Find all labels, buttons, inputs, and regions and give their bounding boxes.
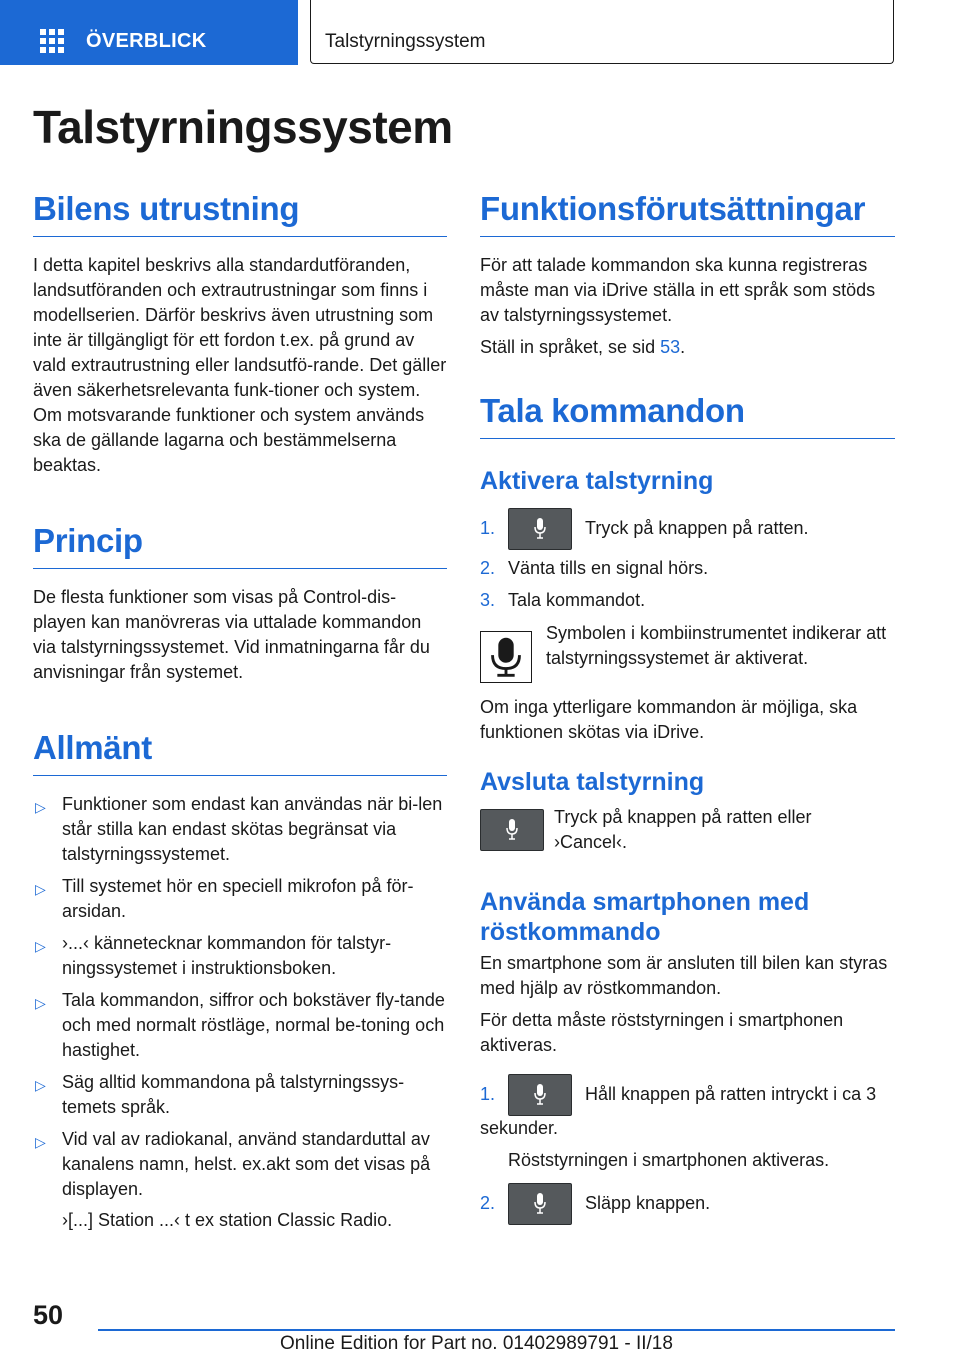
list-item: ▷ Säg alltid kommandona på talstyrningssys‐temets språk. [35,1072,405,1117]
section-title-bilens-utrustning: Bilens utrustning [33,190,447,237]
list-item: ▷ Tala kommandon, siffror och bokstäver fly‐tande och med normalt röstläge, normal be‐toning och hastighet. [35,990,445,1060]
triangle-bullet-icon: ▷ [35,1077,46,1093]
step-text: Håll knappen på ratten intryckt i ca 3 sekunder. [480,1083,877,1138]
page-link[interactable]: 53 [660,337,681,357]
step-text: Tryck på knappen på ratten. [585,517,809,538]
breadcrumb-label: Talstyrningssystem [325,31,486,52]
subsection-body-aktivera: Om inga ytterligare kommandon är möjliga, ska funktionen skötas via iDrive. [480,697,858,742]
symbol-row [480,621,895,683]
step-text: Vänta tills en signal hörs. [508,558,709,578]
microphone-icon [534,1193,546,1215]
section-body-princip: De flesta funktioner som visas på Control-dis‐playen kan manövreras via uttalade kommandon via talstyrningssystemet. Vid inmatningarna får du anvisningar från systemet. [33,587,430,682]
step-note: Röststyrningen i smartphonen aktiveras. [508,1150,830,1170]
step-number: 2. [480,558,496,578]
list-item: ▷ Till systemet hör en speciell mikrofon på för‐arsidan. [35,876,414,921]
step-item [480,508,895,550]
section-body-bilens-utrustning: I detta kapitel beskrivs alla standardutföranden, landsutföranden och extrautrustningar som finns i modellserien. Därför beskrivs även utrustning som inte är tillgängligt för ett fordon t.ex. på grund av vald extrautrustning eller landsutfö‐rande. Det gäller även säkerhetsrelevanta funk‐tioner och system. Om motsvarande funktioner och system används ska de gällande lagarna och bestämmelserna beaktas. [33,255,447,475]
triangle-bullet-icon: ▷ [35,881,46,897]
triangle-bullet-icon: ▷ [35,799,46,815]
section-title-allmant: Allmänt [33,729,447,776]
section-body-funktionsforutsattningar: För att talade kommandon ska kunna registreras måste man via iDrive ställa in ett språk som stöds av talstyrningssystemet. [480,255,876,325]
grid-icon [40,29,66,53]
step-number: 1. [480,1083,496,1104]
steering-wheel-button-image [508,1074,572,1116]
list-item: ▷ ›...‹ kännetecknar kommandon för talstyr‐ningssystemet i instruktionsboken. [35,933,392,978]
steering-wheel-button-image [480,809,544,851]
step-number: 2. [480,1192,496,1213]
triangle-bullet-icon: ▷ [35,938,46,954]
language-reference: Ställ in språket, se sid 53. [480,337,686,357]
subsection-title-avsluta: Avsluta talstyrning [480,768,705,796]
page-number: 50 [33,1300,64,1330]
subsection-title-smartphone: Använda smartphonen med röstkommando [480,888,810,946]
overview-tab-label: ÖVERBLICK [86,30,207,52]
section-title-princip: Princip [33,522,447,569]
triangle-bullet-icon: ▷ [35,1134,46,1150]
overview-tab[interactable] [0,0,298,65]
cancel-row [480,805,895,861]
list-item: ▷ Funktioner som endast kan användas när bi‐len står stilla kan endast skötas begränsat via talstyrningssystemet. [35,794,443,864]
symbol-description: Symbolen i kombiinstrumentet indikerar att talstyrningssystemet är aktiverat. [546,623,887,668]
step-item [480,556,895,581]
step-text: Tala kommandot. [508,590,646,610]
microphone-icon [534,1084,546,1106]
breadcrumb [310,0,894,64]
footer-divider [98,1329,895,1331]
microphone-icon [480,631,532,683]
step-text: Släpp knappen. [585,1192,711,1213]
bullet-example: ›[...] Station ...‹ t ex station Classic Radio. [62,1210,393,1230]
section-title-tala-kommandon: Tala kommandon [480,392,895,439]
subsection-body-avsluta: Tryck på knappen på ratten eller ›Cancel‹. [554,807,812,852]
steering-wheel-button-image [508,508,572,550]
smartphone-body-1: En smartphone som är ansluten till bilen kan styras med hjälp av röstkommandon. [480,953,888,998]
right-column [480,190,895,1225]
left-column [33,190,447,1240]
steering-wheel-button-image [508,1183,572,1225]
microphone-icon [534,518,546,540]
step-item [480,588,895,613]
footer-edition: Online Edition for Part no. 01402989791 - II/18 [280,1333,673,1354]
triangle-bullet-icon: ▷ [35,995,46,1011]
microphone-icon [506,819,518,841]
step-item [480,1183,895,1225]
section-title-funktionsforutsattningar: Funktionsförutsättningar [480,190,895,237]
step-number: 3. [480,590,496,610]
general-bullet-list [33,792,447,1233]
list-item: ▷ Vid val av radiokanal, använd standarduttal av kanalens namn, helst. ex.akt som det visas på displayen. ›[...] Station ...‹ t ex station Classic Radio. [33,1127,447,1233]
step-number: 1. [480,517,496,538]
smartphone-body-2: För detta måste röststyrningen i smartphonen aktiveras. [480,1010,844,1055]
page-title: Talstyrningssystem [33,101,453,153]
subsection-title-aktivera: Aktivera talstyrning [480,467,714,495]
step-item [480,1074,895,1173]
